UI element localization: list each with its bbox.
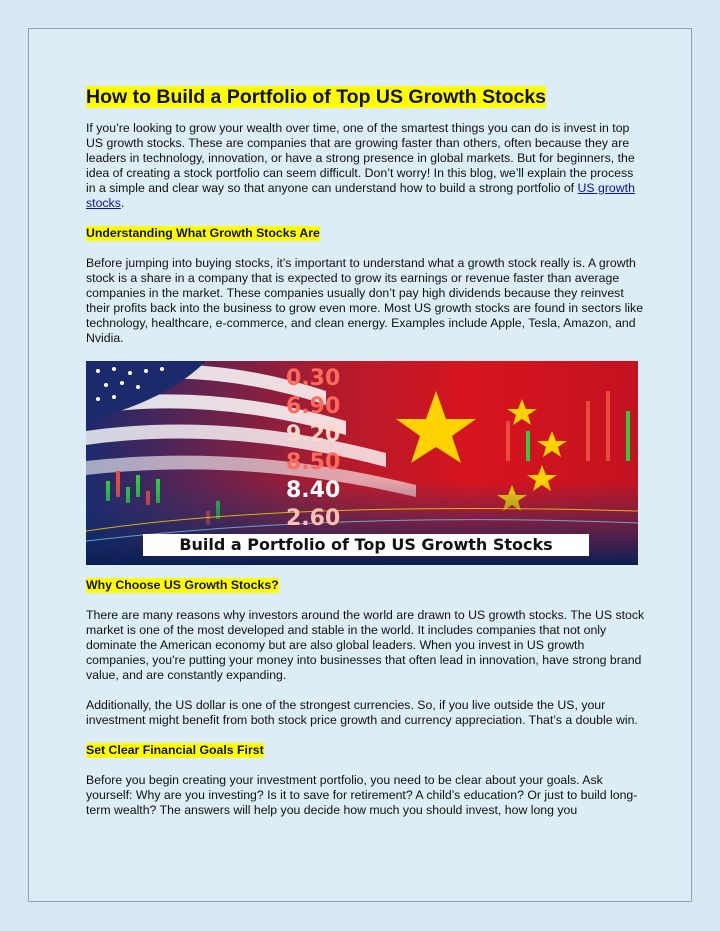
article: [86, 85, 646, 833]
intro-paragraph: [86, 121, 646, 211]
intro-text: If you’re looking to grow your wealth over time, one of the smartest things you can do is invest in top US growth stocks. These are companies that are growing faster than others, often because they are leaders in technology, innovation, or have a strong presence in global markets. But for beginners, the idea of creating a stock portfolio can seem difficult. Don’t worry! In this blog, we’ll explain the process in a simple and clear way so that anyone can understand how to build a strong portfolio of: [86, 121, 635, 195]
section2-paragraph-2: Additionally, the US dollar is one of the strongest currencies. So, if you live outside the US, your investment might benefit from both stock price growth and currency appreciation. That’s a double win.: [86, 698, 638, 727]
section-heading-goals: Set Clear Financial Goals First: [86, 743, 264, 757]
page-title: How to Build a Portfolio of Top US Growth Stocks: [86, 86, 547, 108]
section3-paragraph: Before you begin creating your investment portfolio, you need to be clear about your goals. Ask yourself: Why are you investing? Is it to save for retirement? A child’s education? Or just to build long-term wealth? The answers will help you decide how much you should invest, how long you: [86, 773, 638, 817]
document-page: [28, 28, 692, 902]
us-growth-stocks-link[interactable]: US growth stocks: [86, 181, 635, 210]
ticker-value: 8.40: [286, 478, 341, 503]
title-wrap: [86, 85, 646, 109]
section-heading-understanding: Understanding What Growth Stocks Are: [86, 226, 320, 240]
hero-image: [86, 361, 638, 565]
ticker-value: 9.20: [286, 422, 341, 447]
section1-paragraph: Before jumping into buying stocks, it's important to understand what a growth stock really is. A growth stock is a share in a company that is expected to grow its earnings or revenue faster than average companies in the market. These companies usually don’t pay high dividends because they reinvest their profits back into the business to grow even more. Most US growth stocks are found in sectors like technology, healthcare, e-commerce, and clean energy. Examples include Apple, Tesla, Amazon, and Nvidia.: [86, 256, 644, 345]
ticker-value: 6.90: [286, 394, 341, 419]
section2-paragraph-1: There are many reasons why investors around the world are drawn to US growth stocks. The US stock market is one of the most developed and stable in the world. It includes companies that not only dominate the American economy but are also global leaders. When you invest in US growth companies, you're putting your money into businesses that often lead in innovation, have strong brand value, and are constantly expanding.: [86, 608, 645, 682]
section-heading-why: Why Choose US Growth Stocks?: [86, 578, 279, 592]
ticker-value: 2.60: [286, 506, 341, 531]
intro-end: .: [120, 196, 125, 210]
ticker-value: 8.50: [286, 450, 341, 475]
ticker-value: 0.30: [286, 366, 341, 391]
hero-banner: Build a Portfolio of Top US Growth Stocks: [143, 534, 589, 556]
